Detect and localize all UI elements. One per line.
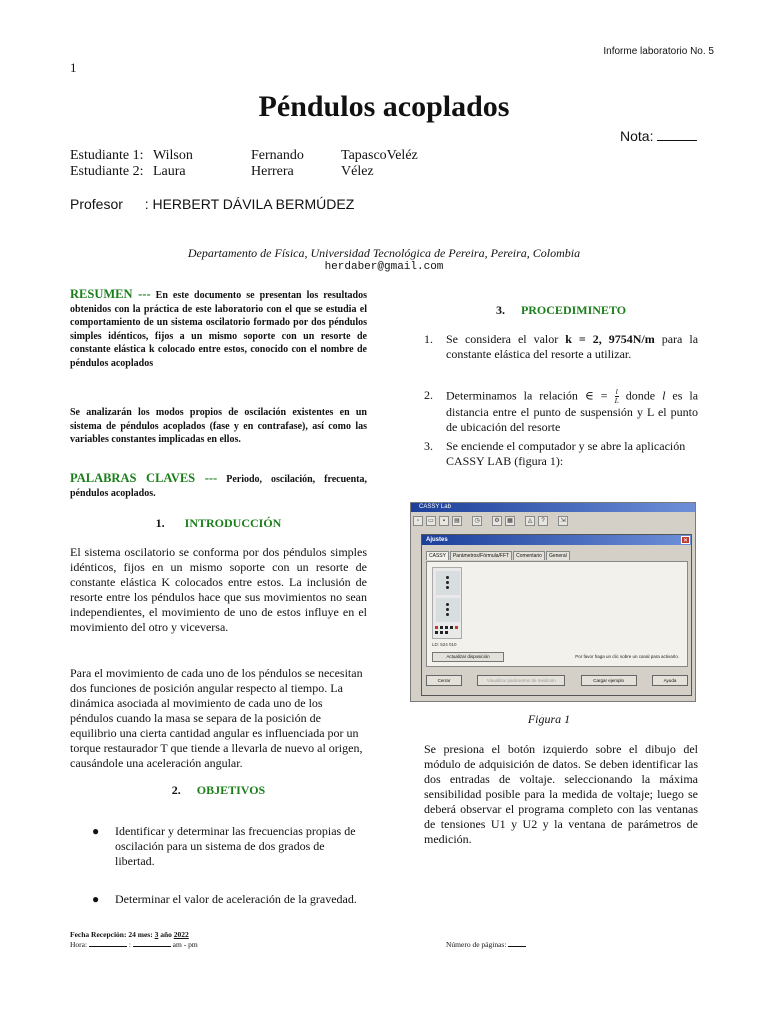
tab-comment: Comentario <box>513 551 545 560</box>
bullet-icon: ● <box>92 824 100 838</box>
intro-paragraph-2: Para el movimiento de cada uno de los péndulos se necesitan dos funciones de posición angular respecto al tiempo. La dinámica asociada al movimiento de cada uno de los péndulos cuando la masa se separa de la posición de equilibrio una cierta cantidad angular es influenciada por un torque restaurador T que tiende a llevarla de nuevo al origen, causándole una aceleración angular. <box>70 666 363 770</box>
student-label: Estudiante 1: <box>70 148 144 163</box>
student-second-name: Fernando <box>251 148 304 163</box>
list-number: 3. <box>424 439 433 453</box>
page-count-label: Número de páginas: <box>446 940 507 949</box>
ratio-fraction: $\frac{l}{L}$ <box>614 387 619 405</box>
report-header: Informe laboratorio No. 5 <box>603 46 714 57</box>
abstract-paragraph <box>70 288 367 371</box>
exit-icon: ⇲ <box>558 516 568 526</box>
page-count-blank <box>508 940 526 947</box>
settings-dialog <box>421 534 692 696</box>
new-file-icon: ▫ <box>413 516 423 526</box>
list-item-text: Identificar y determinar las frecuencias propias de oscilación para un sistema de dos grados de libertad. <box>115 824 356 868</box>
student-first-name: Wilson <box>153 148 193 163</box>
reception-date: Fecha Recepción: 24 mes: 3 año 2022 <box>70 930 189 939</box>
student-second-name: Herrera <box>251 164 294 179</box>
tab-general: General <box>546 551 570 560</box>
email: herdaber@gmail.com <box>324 261 444 273</box>
student-last-name: Vélez <box>341 164 374 179</box>
page-number: 1 <box>70 60 77 75</box>
grade-label: Nota: <box>620 128 654 144</box>
tab-parameters: Parámetros/Fórmula/FFT <box>450 551 512 560</box>
section-number: 2. <box>171 783 181 797</box>
section-title: INTRODUCCIÓN <box>184 516 282 530</box>
professor-separator: : <box>144 196 149 212</box>
update-arrangement-button: Actualizar disposición <box>432 652 504 662</box>
clock-icon: ◷ <box>472 516 482 526</box>
grade-field <box>620 128 697 144</box>
module-pins <box>435 626 459 634</box>
spring-constant-value: k = 2, 9754N/m <box>565 332 655 346</box>
dialog-tabs <box>426 551 691 560</box>
affiliation: Departamento de Física, Universidad Tecnológica de Pereira, Pereira, Colombia <box>187 246 581 260</box>
list-item-text: Se enciende el computador y se abre la aplicación CASSY LAB (figura 1): <box>446 439 686 468</box>
list-item-text: Determinamos la relación ∈ = $\frac{l}{L}$ donde l es la distancia entre el punto de suspensión y L el punto de ubicación del resorte <box>446 387 699 434</box>
section-title: PROCEDIMINETO <box>520 303 627 317</box>
window-titlebar: CASSY Lab <box>411 503 695 512</box>
section-heading-objectives <box>70 783 367 798</box>
minute-blank <box>133 940 171 947</box>
bullet-icon: ● <box>92 892 100 906</box>
list-number: 2. <box>424 388 433 402</box>
keywords-text: Periodo, oscilación, frecuenta, péndulos acoplados. <box>70 474 368 499</box>
help-button: Ayuda <box>652 675 688 686</box>
list-number: 1. <box>424 332 433 346</box>
show-parameters-button: Visualizar parámetros de medición <box>477 675 565 686</box>
section-title: OBJETIVOS <box>196 783 266 797</box>
hour-blank <box>89 940 127 947</box>
section-heading-procedure <box>424 303 698 318</box>
abstract-paragraph-2: Se analizarán los modos propios de oscilación existentes en un sistema de péndulos acoplados (fase y en contrafase), así como las variables constantes implicadas en ellos. <box>70 407 367 446</box>
student-row-1 <box>70 148 418 164</box>
reception-day: 24 <box>128 930 136 939</box>
list-item <box>424 332 698 362</box>
channel-hint: Por favor haga un clic sobre un canal para activarlo. <box>575 654 679 659</box>
student-row-2 <box>70 164 374 180</box>
open-file-icon: ▭ <box>426 516 436 526</box>
measure-icon: ◬ <box>525 516 535 526</box>
grade-blank-line <box>657 129 697 141</box>
reception-time: Hora: : am - pm <box>70 940 198 949</box>
settings-icon: ⚙ <box>492 516 502 526</box>
intro-paragraph-1: El sistema oscilatorio se conforma por dos péndulos simples idénticos, fijos en un mismo soporte con un resorte de constante elástica K colocados entre estos. La inclusión de resorte entre los péndulos hace que sus movimientos no sean independientes, el movimiento de uno de estos influye en el movimiento del otro y viceversa. <box>70 545 367 634</box>
list-item <box>424 439 698 469</box>
voltage-input-a <box>436 571 460 595</box>
cassy-lab-screenshot <box>410 502 696 702</box>
student-label: Estudiante 2: <box>70 164 144 179</box>
table-icon: ▦ <box>505 516 515 526</box>
print-icon: ▤ <box>452 516 462 526</box>
keywords-label: PALABRAS CLAVES --- <box>70 471 218 485</box>
save-icon: ▪ <box>439 516 449 526</box>
student-first-name: Laura <box>153 164 186 179</box>
dialog-title: Ajustes <box>426 537 448 543</box>
dialog-buttons <box>426 675 688 686</box>
module-caption: LD: 524 010 <box>432 642 457 647</box>
data-acquisition-module <box>432 567 462 639</box>
keywords-paragraph <box>70 472 367 500</box>
list-item <box>424 388 698 435</box>
list-item <box>70 892 367 907</box>
procedure-paragraph: Se presiona el botón izquierdo sobre el dibujo del módulo de adquisición de datos. Se deben identificar las dos entradas de voltaje. seleccionando la máxima sensibilidad posible para la medida de voltaje; luego se deberá observar el programa completo con las ventanas de tensiones U1 y U2 y la ventana de parámetros de medición. <box>424 742 698 846</box>
page-count-field <box>446 940 526 949</box>
document-title: Péndulos acoplados <box>258 90 510 123</box>
load-example-button: Cargar ejemplo <box>581 675 637 686</box>
professor-line <box>70 196 354 212</box>
close-icon: ✕ <box>682 538 689 544</box>
section-number: 3. <box>495 303 505 317</box>
reception-month: 3 <box>154 930 159 939</box>
student-last-name: TapascoVeléz <box>341 148 418 163</box>
tab-cassy: CASSY <box>426 551 449 560</box>
figure-caption: Figura 1 <box>527 712 571 726</box>
dialog-panel <box>426 561 688 667</box>
help-icon: ? <box>538 516 548 526</box>
toolbar <box>413 514 693 528</box>
abstract-label: RESUMEN --- <box>70 287 151 301</box>
close-button: Cerrar <box>426 675 462 686</box>
section-number: 1. <box>155 516 165 530</box>
abstract-text: En este documento se presentan los resultados obtenidos con la práctica de este laboratorio con el que se estudia el comportamiento de un sistema oscilatorio formado por dos péndulos simples idénticos, fijos a un mismo soporte con un resorte de constante elástica k colocado entre estos, conocido con el nombre de péndulos acoplados <box>70 290 368 369</box>
list-item-text: Se considera el valor k = 2, 9754N/m para la constante elástica del resorte a utilizar. <box>446 332 699 361</box>
professor-label: Profesor <box>70 196 123 212</box>
voltage-input-b <box>436 598 460 622</box>
section-heading-intro <box>70 516 367 531</box>
dialog-titlebar <box>422 535 691 545</box>
list-item <box>70 824 367 869</box>
list-item-text: Determinar el valor de aceleración de la gravedad. <box>115 892 357 906</box>
reception-year: 2022 <box>173 930 189 939</box>
professor-name: HERBERT DÁVILA BERMÚDEZ <box>152 196 355 212</box>
